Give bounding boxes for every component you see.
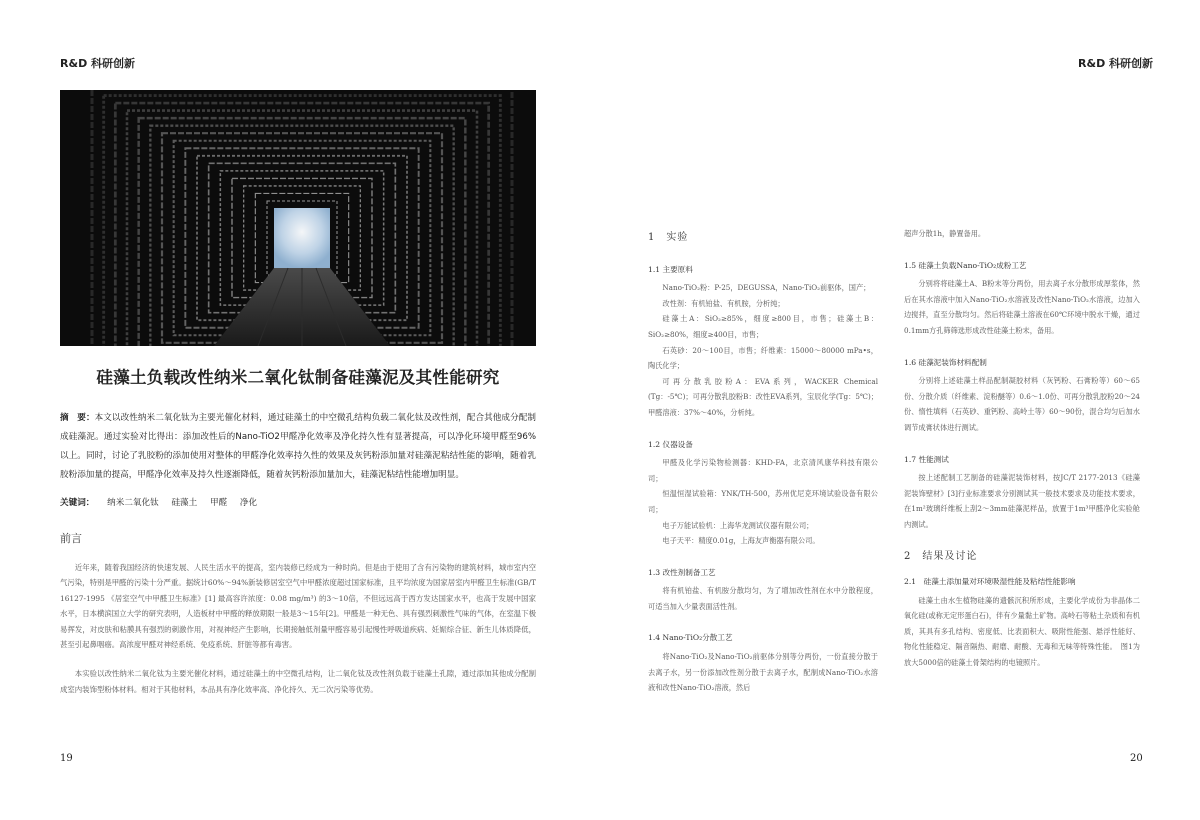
page-number-left: 19 — [60, 753, 73, 764]
subsection-heading: 1.5 硅藻土负载Nano-TiO₂成粉工艺 — [904, 260, 1027, 270]
keywords — [60, 496, 536, 508]
preface-heading: 前言 — [60, 532, 82, 545]
text-line: 硅藻土由水生植物硅藻的遗骸沉积所形成，主要化学成份为非晶体二氧化硅(或称无定形蛋白石)，伴有少量黏土矿物。高岭石等粘土杂质和有机质，其具有多孔结构、密度低、比表面积大、吸附性能强、悬浮性能好、物化性能稳定、隔音隔热、耐磨、耐酸、无毒和无味等特殊性能。 图1为放大5000倍的硅藻土骨架结构的电镜照片。 — [904, 595, 1140, 668]
text-line: 将Nano-TiO₂及Nano-TiO₂前驱体分别等分两份，一份直接分散于去离子水，另一份添加改性剂分散于去离子水，配制成Nano-TiO₂水溶液和改性Nano-TiO₂溶液，然后 — [648, 652, 878, 693]
preface-paragraph: 近年来，随着我国经济的快速发展、人民生活水平的提高，室内装修已经成为一种时尚。但是由于使用了含有污染物的建筑材料，城市室内空气污染，特别是甲醛的污染十分严重。据统计60%～94%新装修居室空气中甲醛浓度超过国家标准，且平均浓度为国家居室内甲醛卫生标准(GB/T 16127-1995 《居室空气中甲醛卫生标准》[1] 最高容许浓度：0.08 mg/m³) 的3～10倍，不但远远高于西方发达国家水平，也高于发展中国家水平，日本横滨国立大学的研究表明，人造板材中甲醛的释放期限一般是3～15年[2]。甲醛是一种无色、具有强烈刺激性气味的气体，在室温下极易挥发，对皮肤和粘膜具有强烈的刺激作用，对视神经产生影响，长期接触低剂量甲醛容易引起慢性呼吸道疾病、妊娠综合征、新生儿体质降低，甚至引起鼻咽癌。高浓度甲醛对神经系统、免疫系统、肝脏等都有毒害。 — [60, 563, 536, 650]
text-line: 石英砂：20～100目，市售；纤维素：15000～80000 mPa•s，陶氏化学； — [648, 345, 878, 371]
text-line: 按上述配制工艺制备的硅藻泥装饰材料，按JC/T 2177-2013《硅藻泥装饰壁材》[3]行业标准要求分别测试其一般技术要求及功能技术要求，在1m²玻璃纤维板上刮2～3mm硅藻泥样品，放置于1m³甲醛净化实验舱内测试。 — [904, 473, 1140, 529]
subsection-heading: 1.1 主要原料 — [648, 264, 693, 274]
column-methods-results — [904, 226, 1140, 671]
text-line: 硅藻土A：SiO₂≥85%，细度≥800目，市售；硅藻土B：SiO₂≥80%，细度≥400目，市售； — [648, 314, 878, 339]
page-number-right: 20 — [1130, 753, 1143, 764]
text-line: 可再分散乳胶粉A：EVA系列，WACKER Chemical (Tg：-5℃)；可再分散乳胶粉B：改性EVA系列，宝辰化学(Tg：5℃)；甲醛溶液：37%～40%，分析纯。 — [648, 376, 878, 417]
preface-body — [60, 560, 536, 697]
text-line: 甲醛及化学污染物检测器：KHD-FA，北京清风康华科技有限公司； — [648, 458, 878, 483]
abstract-text: 本文以改性纳米二氧化钛为主要光催化材料，通过硅藻土的中空微孔结构负载二氧化钛及改性剂，配合其他成分配制成硅藻泥。通过实验对比得出：添加改性后的Nano-TiO2甲醛净化效率及净化持久性有显著提高，可以净化环境甲醛至96%以上。同时，讨论了乳胶粉的添加使用对整体的甲醛净化效率持久性的效果及灰钙粉添加量对硅藻泥粘结性能的影响，随着乳胶粉添加量的提高，甲醛净化效率及持久性逐渐降低，随着灰钙粉添加量加大，硅藻泥粘结性能增加明显。 — [60, 413, 536, 480]
subsection-heading: 1.7 性能测试 — [904, 454, 949, 464]
subsection-heading: 1.4 Nano-TiO₂分散工艺 — [648, 633, 733, 643]
keyword: 硅藻土 — [171, 498, 198, 508]
subsection-heading: 2.1 硅藻土添加量对环境吸湿性能及粘结性能影响 — [904, 577, 1076, 587]
text-line: 电子天平：精度0.01g，上海友声衡器有限公司。 — [662, 536, 820, 546]
column-experiment — [648, 230, 878, 696]
corridor-photo — [60, 90, 536, 346]
keyword: 纳米二氧化钛 — [107, 498, 159, 508]
text-line: 将有机铂盐、有机胺分散均匀，为了增加改性剂在水中分散程度，可适当加入少量表面活性剂。 — [648, 586, 878, 611]
section-heading-results: 2 结果及讨论 — [904, 550, 978, 562]
text-line: 电子万能试验机：上海华龙测试仪器有限公司； — [662, 520, 814, 530]
keyword: 净化 — [239, 498, 258, 508]
keyword: 甲醛 — [209, 498, 228, 508]
text-line: 改性剂：有机铂盐、有机胺，分析纯； — [662, 298, 785, 308]
text-line: 分别将上述硅藻土样品配制凝胶材料（灰钙粉、石膏粉等）60～65份、分散介质（纤维素、淀粉醚等）0.6～1.0份、可再分散乳胶粉20～24份、惰性填料（石英砂、重钙粉、高岭土等）60～90份，混合均匀后加水调节成膏状体进行测试。 — [904, 376, 1140, 432]
subsection-heading: 1.2 仪器设备 — [648, 439, 693, 449]
text-line: 超声分散1h，静置备用。 — [904, 229, 986, 238]
article-title: 硅藻土负载改性纳米二氧化钛制备硅藻泥及其性能研究 — [96, 368, 500, 387]
subsection-heading: 1.3 改性剂制备工艺 — [648, 567, 716, 577]
subsection-heading: 1.6 硅藻泥装饰材料配制 — [904, 357, 987, 367]
abstract — [60, 409, 536, 485]
corridor-photo-icon — [60, 90, 536, 346]
text-line: Nano-TiO₂粉：P-25，DEGUSSA，Nano-TiO₂前驱体，国产； — [662, 283, 871, 293]
running-header-right: R&D 科研创新 — [1078, 57, 1154, 70]
preface-paragraph: 本实验以改性纳米二氧化钛为主要光催化材料，通过硅藻土的中空微孔结构，让二氧化钛及改性剂负载于硅藻土孔隙，通过添加其他成分配制成室内装饰型粉体材料。相对于其他材料，本品具有净化效率高、净化持久、无二次污染等优势。 — [60, 669, 536, 694]
abstract-label: 摘 要： — [60, 413, 95, 423]
text-line: 分别将将硅藻土A、B粉末等分两份，用去离子水分散形成厚浆体，然后在其水溶液中加入Nano-TiO₂水溶液及改性Nano-TiO₂水溶液，边加入边搅拌，直至分散均匀。然后将硅藻土溶液在60℃环境中脱水干燥，通过0.1mm方孔筛筛选形成改性硅藻土粉末，备用。 — [904, 279, 1140, 335]
running-header-left: R&D 科研创新 — [60, 57, 136, 70]
text-line: 恒温恒湿试验箱：YNK/TH-500，苏州优尼克环境试验设备有限公司； — [648, 489, 878, 514]
keywords-label: 关键词： — [60, 498, 95, 508]
section-heading-experiment: 1 实验 — [648, 232, 689, 243]
